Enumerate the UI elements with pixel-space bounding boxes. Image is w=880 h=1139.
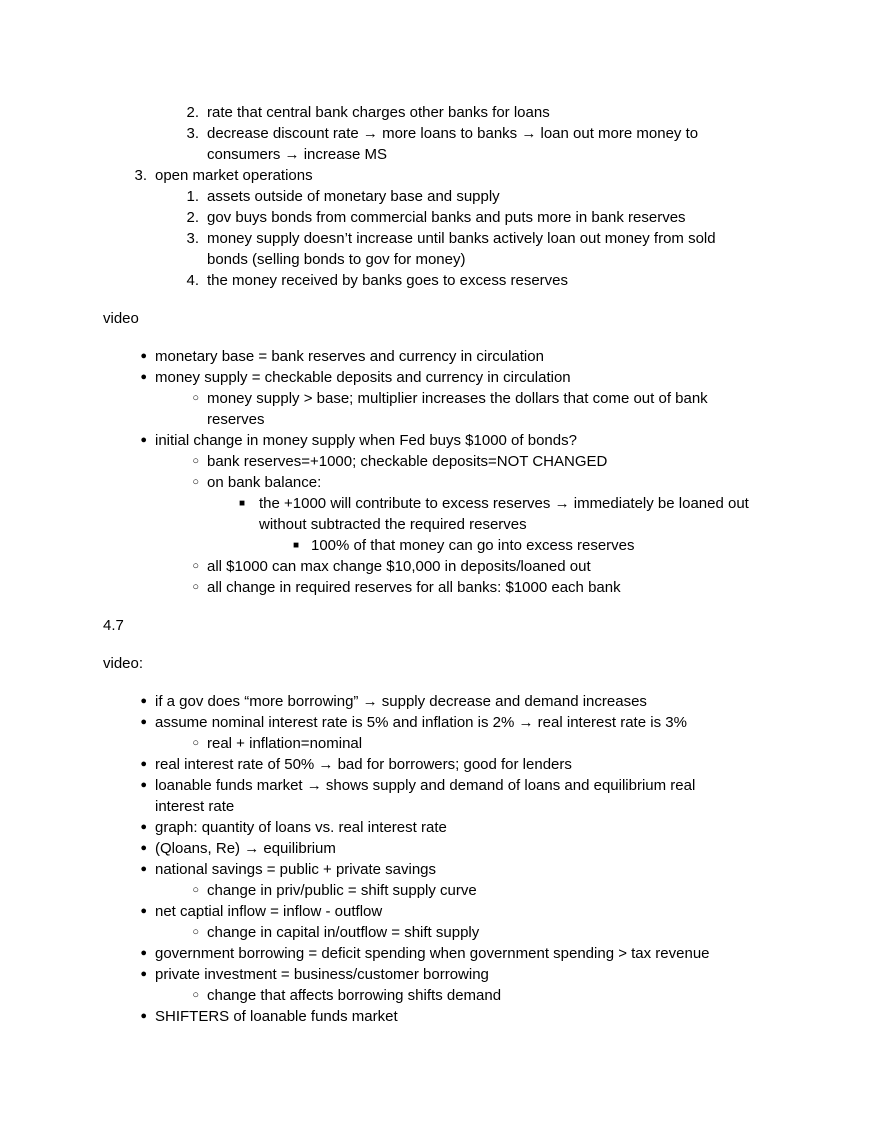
bullet-icon: ● <box>140 758 147 770</box>
list-item <box>103 964 793 985</box>
list-item-text: real + inflation=nominal <box>207 735 363 752</box>
list-number: 3. <box>186 125 199 142</box>
list-item-text: SHIFTERS of loanable funds market <box>155 1008 398 1025</box>
bullet-icon: ● <box>140 842 147 854</box>
list-item <box>103 493 793 535</box>
bullet-icon: ○ <box>192 560 199 572</box>
list-item <box>103 691 793 712</box>
list-item-text: 100% of that money can go into excess reserves <box>311 537 635 554</box>
list-item-text: bank reserves=+1000; checkable deposits=NOT CHANGED <box>207 453 608 470</box>
paragraph: video <box>103 310 139 327</box>
list-item-text: national savings = public + private savings <box>155 861 437 878</box>
bullet-icon: ● <box>140 1010 147 1022</box>
list-item <box>103 817 793 838</box>
list-item-text: loanable funds market → shows supply and demand of loans and equilibrium real <box>155 777 696 794</box>
list-item-text: money supply > base; multiplier increases the dollars that come out of bank <box>207 390 708 407</box>
list-item <box>103 165 793 186</box>
list-item-text: if a gov does “more borrowing” → supply decrease and demand increases <box>155 693 647 710</box>
list-item-text: consumers → increase MS <box>207 146 388 163</box>
bullet-icon: ● <box>140 434 147 446</box>
list-item <box>103 451 793 472</box>
list-item-text: assets outside of monetary base and supply <box>207 188 500 205</box>
list-item <box>103 859 793 880</box>
list-item <box>103 186 793 207</box>
list-number: 1. <box>186 188 199 205</box>
list-item-text: all $1000 can max change $10,000 in deposits/loaned out <box>207 558 591 575</box>
list-item <box>103 943 793 964</box>
list-item-text: decrease discount rate → more loans to banks → loan out more money to <box>207 125 699 142</box>
paragraph: 4.7 <box>103 617 124 634</box>
list-item-text: real interest rate of 50% → bad for borrowers; good for lenders <box>155 756 572 773</box>
list-item <box>103 228 793 270</box>
list <box>103 346 793 598</box>
list-item-text: change in priv/public = shift supply curve <box>207 882 477 899</box>
list-item <box>103 1006 793 1027</box>
list-item <box>103 472 793 493</box>
list-item-text: on bank balance: <box>207 474 322 491</box>
list-item <box>103 535 793 556</box>
list-item-text: interest rate <box>155 798 235 815</box>
list-item <box>103 346 793 367</box>
list-item-text: change that affects borrowing shifts demand <box>207 987 502 1004</box>
bullet-icon: ● <box>140 371 147 383</box>
bullet-icon: ○ <box>192 392 199 404</box>
list-item-text: reserves <box>207 411 265 428</box>
list-item <box>103 207 793 228</box>
list-number: 2. <box>186 104 199 121</box>
list-item-text: government borrowing = deficit spending when government spending > tax revenue <box>155 945 710 962</box>
bullet-icon: ● <box>140 821 147 833</box>
list-item-text: bonds (selling bonds to gov for money) <box>207 251 466 268</box>
bullet-icon: ● <box>140 863 147 875</box>
list-item-text: the +1000 will contribute to excess reserves → immediately be loaned out <box>259 495 749 512</box>
list-item <box>103 123 793 165</box>
list-item <box>103 388 793 430</box>
list-item <box>103 733 793 754</box>
list-item <box>103 102 793 123</box>
list-item <box>103 985 793 1006</box>
list-item <box>103 367 793 388</box>
list-item <box>103 754 793 775</box>
list-item-text: money supply doesn’t increase until banks actively loan out money from sold <box>207 230 716 247</box>
bullet-icon: ○ <box>192 989 199 1001</box>
list-item-text: money supply = checkable deposits and currency in circulation <box>155 369 571 386</box>
list-item-text: initial change in money supply when Fed buys $1000 of bonds? <box>155 432 577 449</box>
bullet-icon: ○ <box>192 581 199 593</box>
list-number: 4. <box>186 272 199 289</box>
list-item <box>103 880 793 901</box>
bullet-icon: ○ <box>192 476 199 488</box>
list-item-text: net captial inflow = inflow - outflow <box>155 903 383 920</box>
list-number: 3. <box>134 167 147 184</box>
list-item <box>103 775 793 817</box>
list-item-text: assume nominal interest rate is 5% and inflation is 2% → real interest rate is 3% <box>155 714 687 731</box>
list-item <box>103 270 793 291</box>
list-item <box>103 712 793 733</box>
bullet-icon: ○ <box>192 884 199 896</box>
bullet-icon: ● <box>140 716 147 728</box>
paragraph: video: <box>103 655 144 672</box>
list-item-text: (Qloans, Re) → equilibrium <box>155 840 336 857</box>
bullet-icon: ○ <box>192 926 199 938</box>
list-item <box>103 556 793 577</box>
list <box>103 102 793 291</box>
list <box>103 691 793 1027</box>
bullet-icon: ● <box>140 695 147 707</box>
list-item-text: change in capital in/outflow = shift supply <box>207 924 480 941</box>
list-item <box>103 922 793 943</box>
bullet-icon: ● <box>140 947 147 959</box>
list-item-text: private investment = business/customer borrowing <box>155 966 489 983</box>
bullet-icon: ● <box>140 905 147 917</box>
list-item <box>103 901 793 922</box>
list-item-text: graph: quantity of loans vs. real interest rate <box>155 819 447 836</box>
bullet-icon: ○ <box>192 455 199 467</box>
bullet-icon: ● <box>140 779 147 791</box>
list-item-text: gov buys bonds from commercial banks and puts more in bank reserves <box>207 209 686 226</box>
list-item-text: without subtracted the required reserves <box>259 516 527 533</box>
list-item-text: rate that central bank charges other banks for loans <box>207 104 550 121</box>
list-number: 3. <box>186 230 199 247</box>
list-item-text: open market operations <box>155 167 313 184</box>
list-item-text: monetary base = bank reserves and currency in circulation <box>155 348 544 365</box>
list-item-text: the money received by banks goes to excess reserves <box>207 272 569 289</box>
bullet-icon: ■ <box>292 540 299 551</box>
list-number: 2. <box>186 209 199 226</box>
document-body <box>103 102 793 1027</box>
list-item-text: all change in required reserves for all banks: $1000 each bank <box>207 579 621 596</box>
bullet-icon: ■ <box>238 498 245 509</box>
bullet-icon: ● <box>140 350 147 362</box>
list-item <box>103 577 793 598</box>
bullet-icon: ○ <box>192 737 199 749</box>
list-item <box>103 838 793 859</box>
list-item <box>103 430 793 451</box>
bullet-icon: ● <box>140 968 147 980</box>
